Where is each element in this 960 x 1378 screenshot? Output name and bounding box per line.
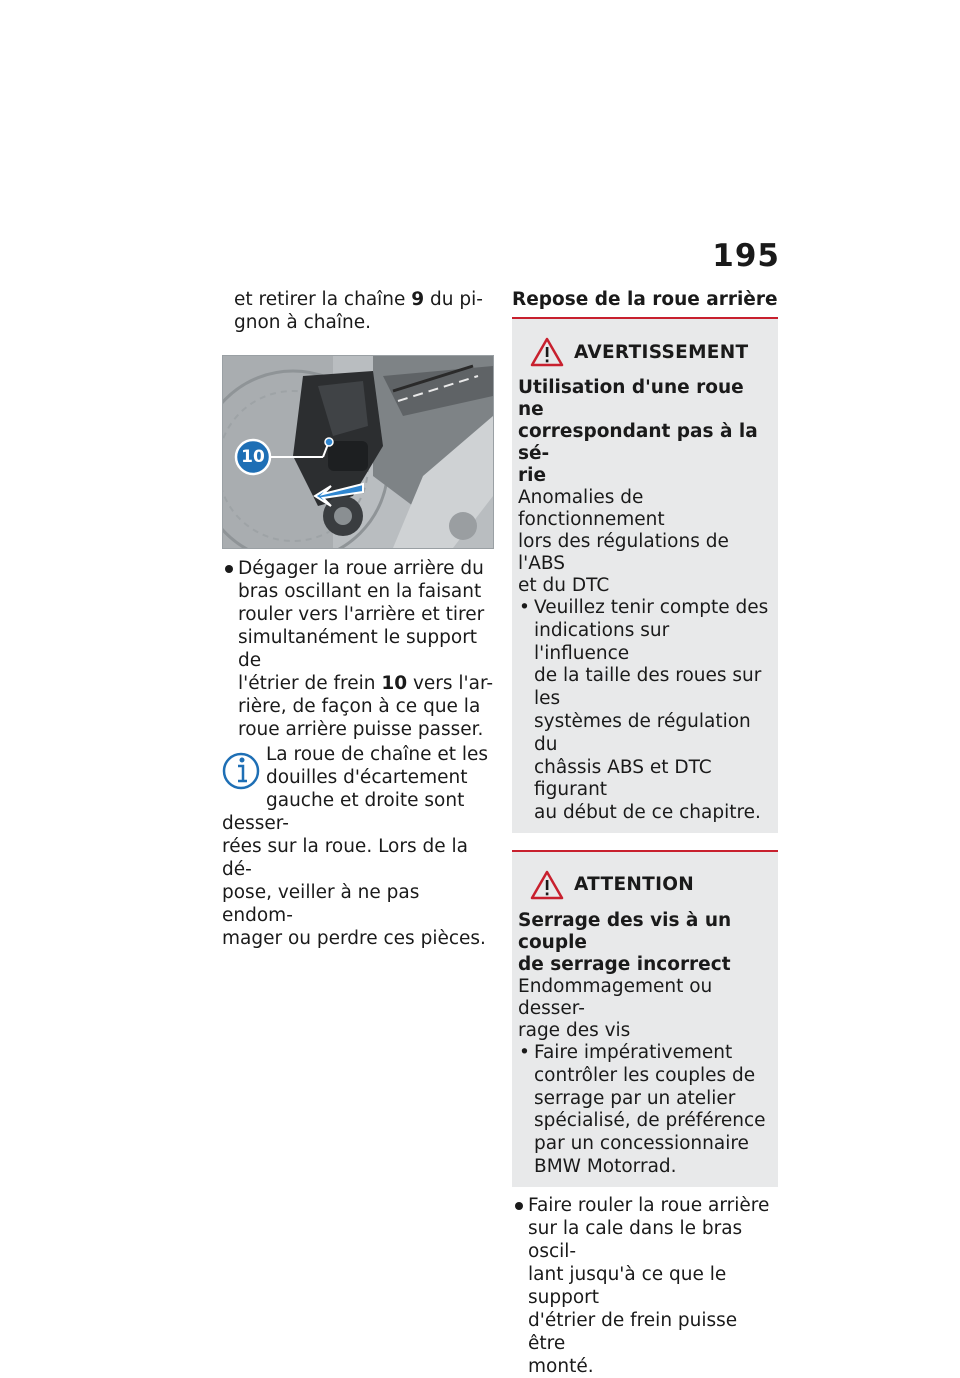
- warning-label: ATTENTION: [574, 874, 695, 896]
- warning-action: [518, 597, 770, 825]
- action-line: par un concessionnaire: [534, 1133, 749, 1155]
- consequence-line: Anomalies de fonctionnement: [518, 487, 665, 530]
- intro-text-2: gnon à chaîne.: [234, 312, 371, 333]
- consequence-line: lors des régulations de l'ABS: [518, 531, 729, 574]
- action-line: contrôler les couples de: [534, 1064, 756, 1086]
- bullet-line: Faire rouler la roue arrière: [528, 1194, 770, 1216]
- action-line: de la taille des roues sur les: [534, 665, 762, 710]
- action-line: au début de ce chapitre.: [534, 802, 761, 824]
- consequence-line: et du DTC: [518, 575, 610, 596]
- subject-line: de serrage incorrect: [518, 953, 731, 975]
- bullet-line: sur la cale dans le bras oscil-: [528, 1217, 743, 1262]
- warning-header: [518, 870, 770, 900]
- bullet-line: roue arrière puisse passer.: [238, 719, 484, 740]
- subject-line: Utilisation d'une roue ne: [518, 377, 744, 420]
- warning-subject: [518, 910, 770, 976]
- warning-header: [518, 337, 770, 367]
- bullet-line: d'étrier de frein puisse être: [528, 1309, 738, 1354]
- bullet-line: Dégager la roue arrière du: [238, 558, 484, 579]
- bullet-line: bras oscillant en la faisant: [238, 581, 482, 602]
- note-line: La roue de chaîne et les: [266, 744, 489, 765]
- list-item: [222, 557, 494, 741]
- left-column: [222, 288, 494, 950]
- subject-line: correspondant pas à la sé-: [518, 421, 758, 464]
- intro-text-1b: du pi-: [424, 289, 483, 310]
- consequence-line: Endommagement ou desser-: [518, 975, 713, 1019]
- action-line: indications sur l'influence: [534, 619, 670, 664]
- note-line: mager ou perdre ces pièces.: [222, 928, 486, 949]
- action-line: • Faire impérativement: [534, 1041, 733, 1063]
- action-line: serrage par un atelier: [534, 1087, 736, 1109]
- action-line: spécialisé, de préférence: [534, 1110, 766, 1132]
- bullet-dot: [225, 565, 233, 573]
- bullet-line: simultanément le support de: [238, 627, 478, 671]
- intro-ref-9: 9: [411, 289, 425, 310]
- bullet-line: rouler vers l'arrière et tirer: [238, 604, 485, 625]
- note-line: gauche et droite sont desser-: [222, 790, 465, 834]
- subject-line: Serrage des vis à un couple: [518, 909, 732, 953]
- warning-action: [518, 1042, 770, 1179]
- note-line: rées sur la roue. Lors de la dé-: [222, 836, 468, 880]
- photo-callout-10: 10: [241, 447, 265, 467]
- warning-subject: [518, 377, 770, 487]
- warning-box-attention: [512, 850, 778, 1187]
- page-number: 195: [712, 238, 780, 274]
- bullet-line: rière, de façon à ce que la: [238, 696, 481, 717]
- brake-caliper-photo: [222, 355, 494, 549]
- action-line: • Veuillez tenir compte des: [534, 597, 769, 618]
- bullet-ref-10: 10: [381, 673, 408, 694]
- info-note: [222, 743, 494, 950]
- warning-consequence: [518, 976, 770, 1042]
- intro-paragraph: [222, 288, 494, 334]
- intro-text-1: et retirer la chaîne: [234, 289, 412, 310]
- subject-line: rie: [518, 465, 547, 486]
- action-line: châssis ABS et DTC figurant: [534, 756, 712, 801]
- warning-triangle-icon: [530, 870, 564, 900]
- warning-label: AVERTISSEMENT: [574, 341, 749, 363]
- note-line: pose, veiller à ne pas endom-: [222, 882, 420, 926]
- action-line: systèmes de régulation du: [534, 710, 751, 755]
- section-title: Repose de la roue arrière: [512, 289, 778, 310]
- warning-consequence: [518, 487, 770, 597]
- bullet-line: monté.: [528, 1355, 594, 1377]
- right-column: [512, 288, 778, 1378]
- info-icon: [222, 747, 260, 791]
- bullet-line: lant jusqu'à ce que le support: [528, 1263, 727, 1308]
- bullet-dot: [515, 1202, 523, 1210]
- warning-box-avertissement: [512, 317, 778, 833]
- bullet-text: l'étrier de frein: [238, 673, 382, 694]
- warning-triangle-icon: [530, 337, 564, 367]
- bullet-line-ref: [238, 672, 494, 695]
- note-line: douilles d'écartement: [266, 767, 468, 788]
- list-item: [512, 1194, 778, 1378]
- bullet-text: vers l'ar-: [407, 673, 494, 694]
- action-line: BMW Motorrad.: [534, 1155, 677, 1177]
- consequence-line: rage des vis: [518, 1019, 631, 1041]
